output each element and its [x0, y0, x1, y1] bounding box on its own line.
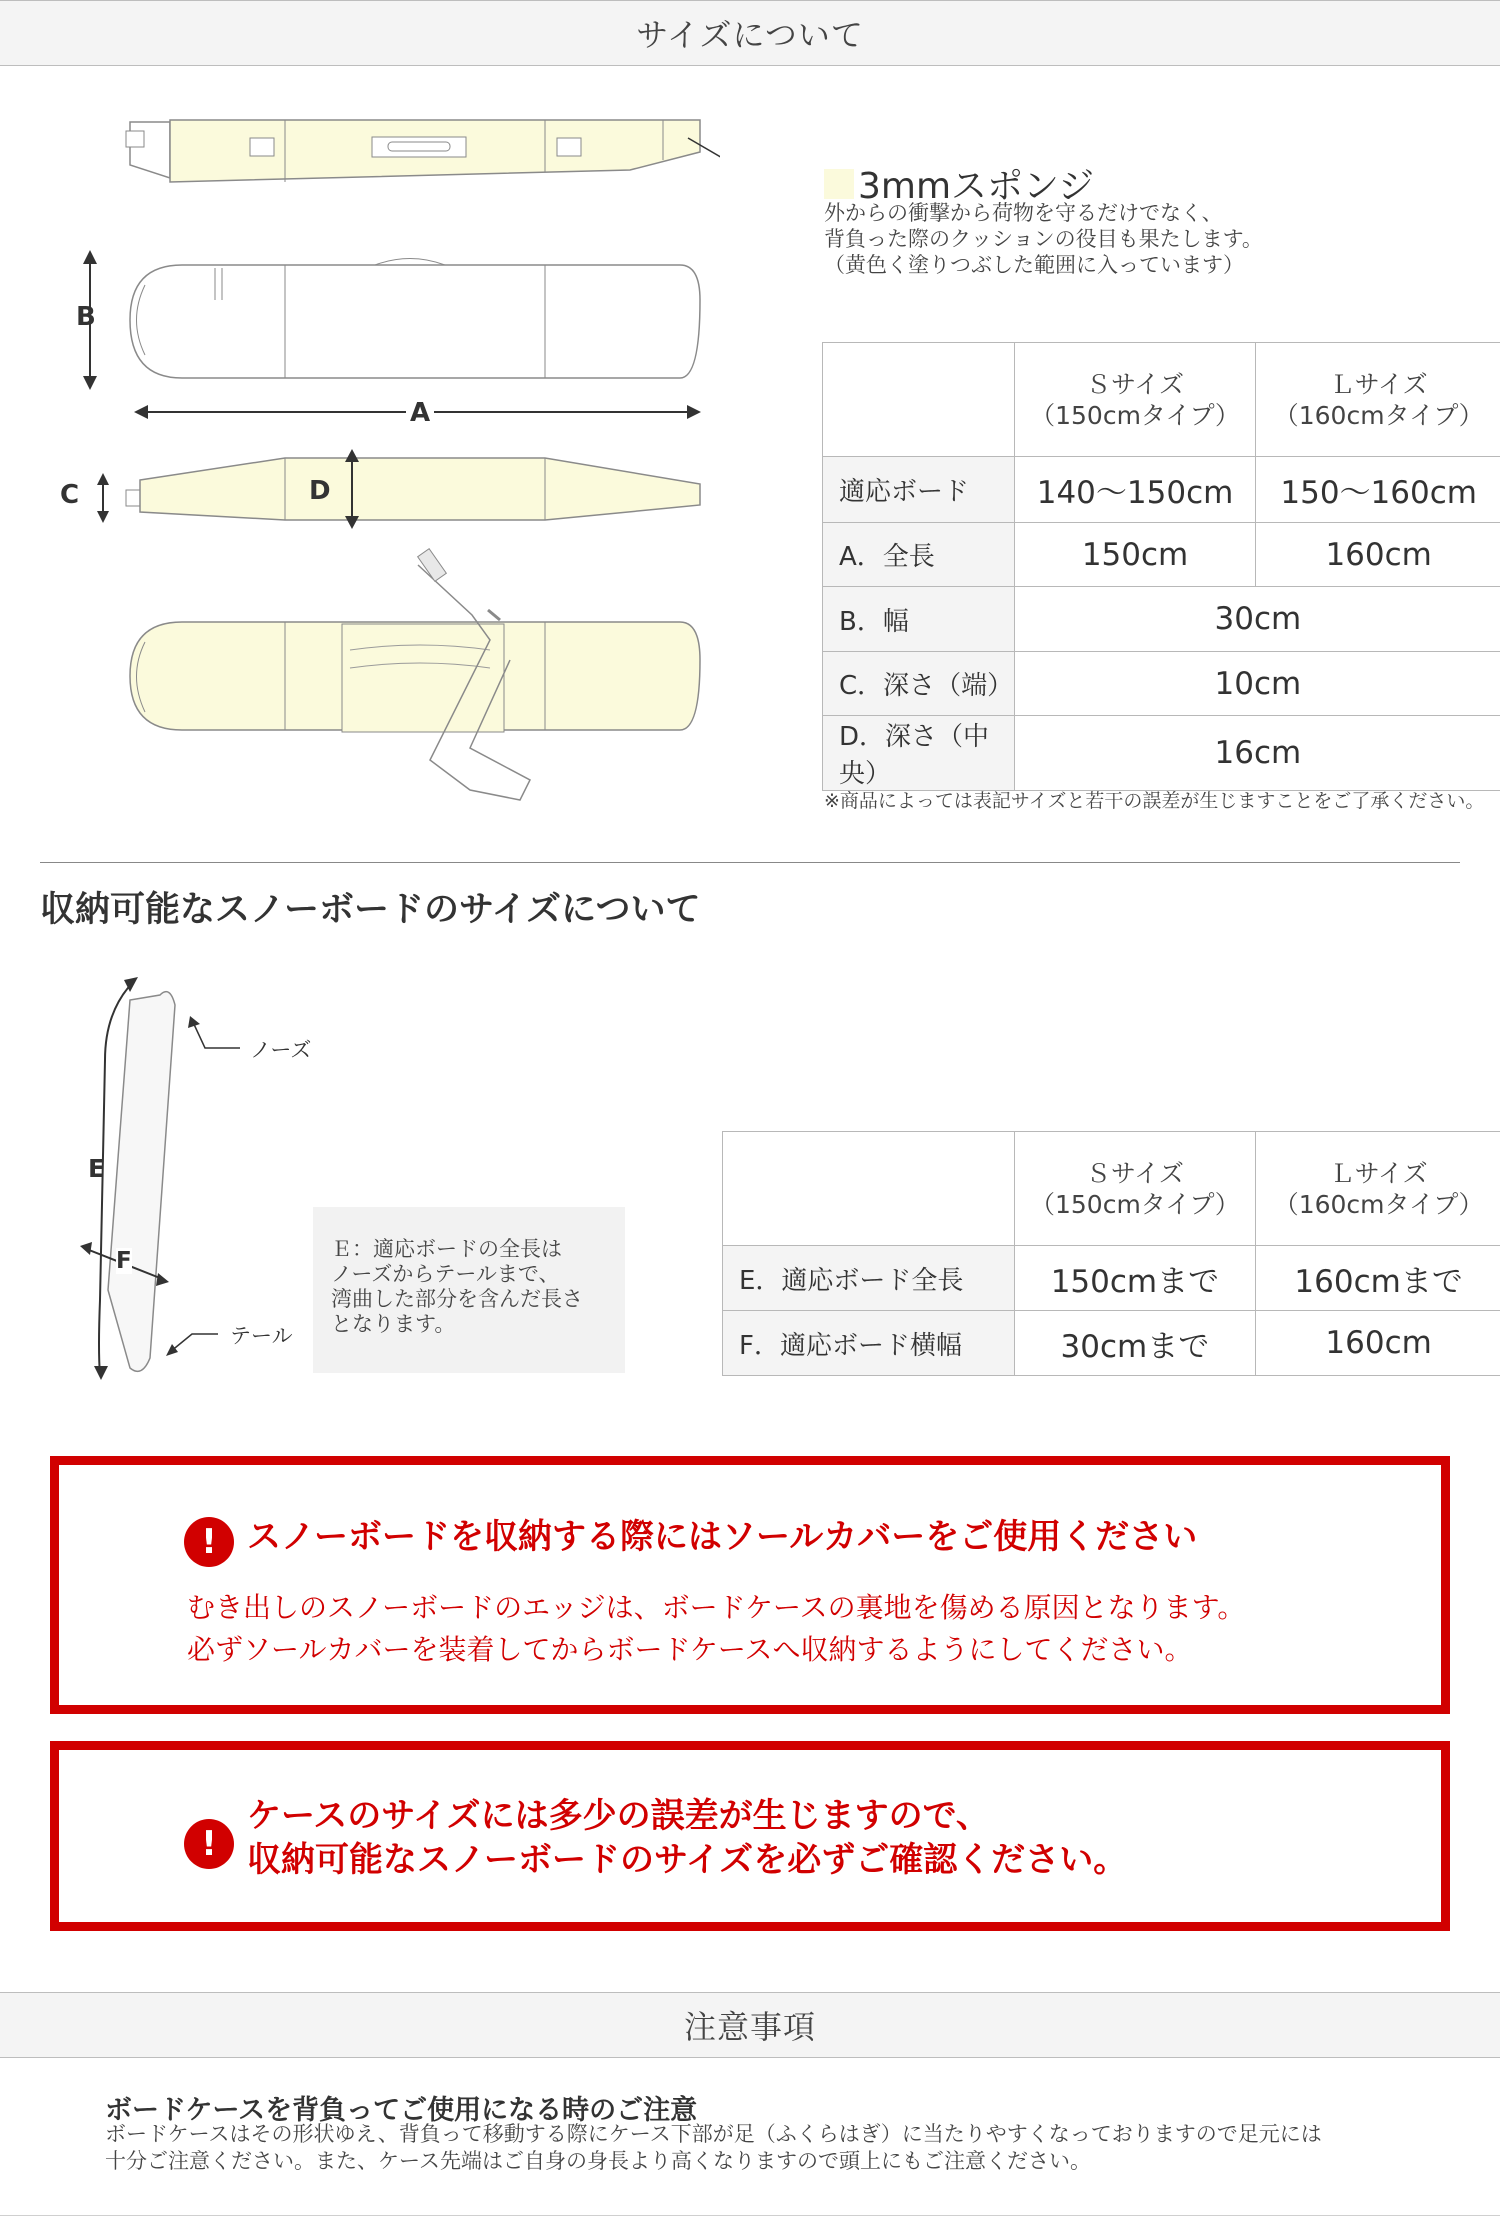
- cell-l: 150〜160cm: [1256, 457, 1500, 523]
- col-header-s: [1014, 1132, 1256, 1246]
- row-label: F．適応ボード横幅: [723, 1311, 1015, 1376]
- col-name: Ｌサイズ: [1329, 369, 1428, 399]
- cell-s: 150cm: [1014, 523, 1256, 587]
- row-label: C．深さ（端）: [823, 652, 1015, 716]
- dimension-b-label: B: [76, 302, 96, 332]
- bag-dimension-diagram: [0, 100, 720, 840]
- board-section-heading: 収納可能なスノーボードのサイズについて: [40, 890, 701, 930]
- col-sub: （160cmタイプ）: [1273, 400, 1484, 430]
- row-label: A．全長: [823, 523, 1015, 587]
- bottom-divider: [0, 2215, 1500, 2216]
- sponge-description: 外からの衝撃から荷物を守るだけでなく、 背負った際のクッションの役目も果たします。 （黄色く塗りつぶした範囲に入っています）: [824, 201, 1263, 277]
- size-section-title: サイズについて: [636, 16, 864, 54]
- warning-body: むき出しのスノーボードのエッジは、ボードケースの裏地を傷める原因となります。 必ずソールカバーを装着してからボードケースへ収納するようにしてください。: [187, 1591, 1246, 1666]
- cell-both: 10cm: [1014, 652, 1500, 716]
- table-row: [823, 457, 1500, 523]
- dimension-c-arrow: [97, 473, 109, 523]
- col-name: Ｌサイズ: [1329, 1158, 1428, 1188]
- col-name: Ｓサイズ: [1086, 369, 1185, 399]
- cell-l: 160cm: [1256, 523, 1500, 587]
- size-tolerance-warning-box: [50, 1741, 1450, 1931]
- caution-section-header: [0, 1992, 1500, 2058]
- table-header-row: [723, 1132, 1500, 1246]
- cell-l: 160cmまで: [1256, 1246, 1500, 1311]
- col-header-l: [1256, 1132, 1500, 1246]
- bag-side-view: [130, 259, 700, 379]
- sponge-color-swatch: [824, 169, 854, 199]
- row-label: E．適応ボード全長: [723, 1246, 1015, 1311]
- col-sub: （160cmタイプ）: [1273, 1189, 1484, 1219]
- cell-s: 150cmまで: [1014, 1246, 1256, 1311]
- cell-both: 16cm: [1014, 716, 1500, 791]
- bag-top-view: [126, 120, 700, 182]
- table-row: [723, 1246, 1500, 1311]
- row-label: D．深さ（中央）: [823, 716, 1015, 791]
- size-table: [822, 342, 1500, 791]
- table-corner: [823, 343, 1015, 457]
- col-sub: （150cmタイプ）: [1030, 400, 1240, 430]
- e-definition-note: Ｅ：適応ボードの全長は ノーズからテールまで、 湾曲した部分を含んだ長さ となります。: [313, 1207, 625, 1373]
- dimension-a-label: A: [406, 398, 434, 428]
- dimension-f-label: F: [116, 1248, 132, 1274]
- table-corner: [723, 1132, 1015, 1246]
- col-header-l: [1256, 343, 1500, 457]
- table-row: [823, 587, 1500, 652]
- dimension-d-label: D: [309, 476, 331, 506]
- snowboard-shape: [108, 992, 175, 1372]
- bag-front-view: [126, 458, 700, 520]
- col-header-s: [1014, 343, 1256, 457]
- dimension-e-label: E: [88, 1154, 106, 1183]
- col-sub: （150cmタイプ）: [1029, 1189, 1240, 1219]
- row-label: B．幅: [823, 587, 1015, 652]
- col-name: Ｓサイズ: [1085, 1158, 1184, 1188]
- table-row: [823, 652, 1500, 716]
- section-divider: [40, 862, 1460, 863]
- tail-label: テール: [230, 1324, 293, 1348]
- caution-item-title: ボードケースを背負ってご使用になる時のご注意: [105, 2095, 698, 2126]
- cell-both: 30cm: [1014, 587, 1500, 652]
- sole-cover-warning-box: [50, 1456, 1450, 1714]
- table-row: [823, 523, 1500, 587]
- table-row: [723, 1311, 1500, 1376]
- size-note: ※商品によっては表記サイズと若干の誤差が生じますことをご了承ください。: [824, 790, 1485, 812]
- warning-title: ケースのサイズには多少の誤差が生じますので、 収納可能なスノーボードのサイズを必ずご確認ください。: [247, 1796, 1128, 1880]
- table-row: [823, 716, 1500, 791]
- cell-s: 30cmまで: [1014, 1311, 1256, 1376]
- cell-s: 140〜150cm: [1014, 457, 1256, 523]
- warning-title: スノーボードを収納する際にはソールカバーをご使用ください: [247, 1517, 1198, 1557]
- board-size-table: [722, 1131, 1500, 1376]
- size-section-header: [0, 0, 1500, 66]
- table-header-row: [823, 343, 1500, 457]
- caution-item-body: ボードケースはその形状ゆえ、背負って移動する際にケース下部が足（ふくらはぎ）に当たりやすくなっておりますので足元には 十分ご注意ください。また、ケース先端はご自身の身長より高くなりますので頭上にもご注意ください。: [105, 2122, 1322, 2173]
- exclamation-circle-icon: !: [184, 1819, 234, 1869]
- cell-l: 160cm: [1256, 1311, 1500, 1376]
- nose-label: ノーズ: [250, 1038, 312, 1062]
- row-label: 適応ボード: [823, 457, 1015, 523]
- bag-open-view: [130, 549, 700, 800]
- dimension-c-label: C: [60, 480, 80, 510]
- caution-section-title: 注意事項: [683, 2008, 816, 2046]
- sponge-title: 3mmスポンジ: [858, 166, 1095, 207]
- exclamation-circle-icon: !: [184, 1517, 234, 1567]
